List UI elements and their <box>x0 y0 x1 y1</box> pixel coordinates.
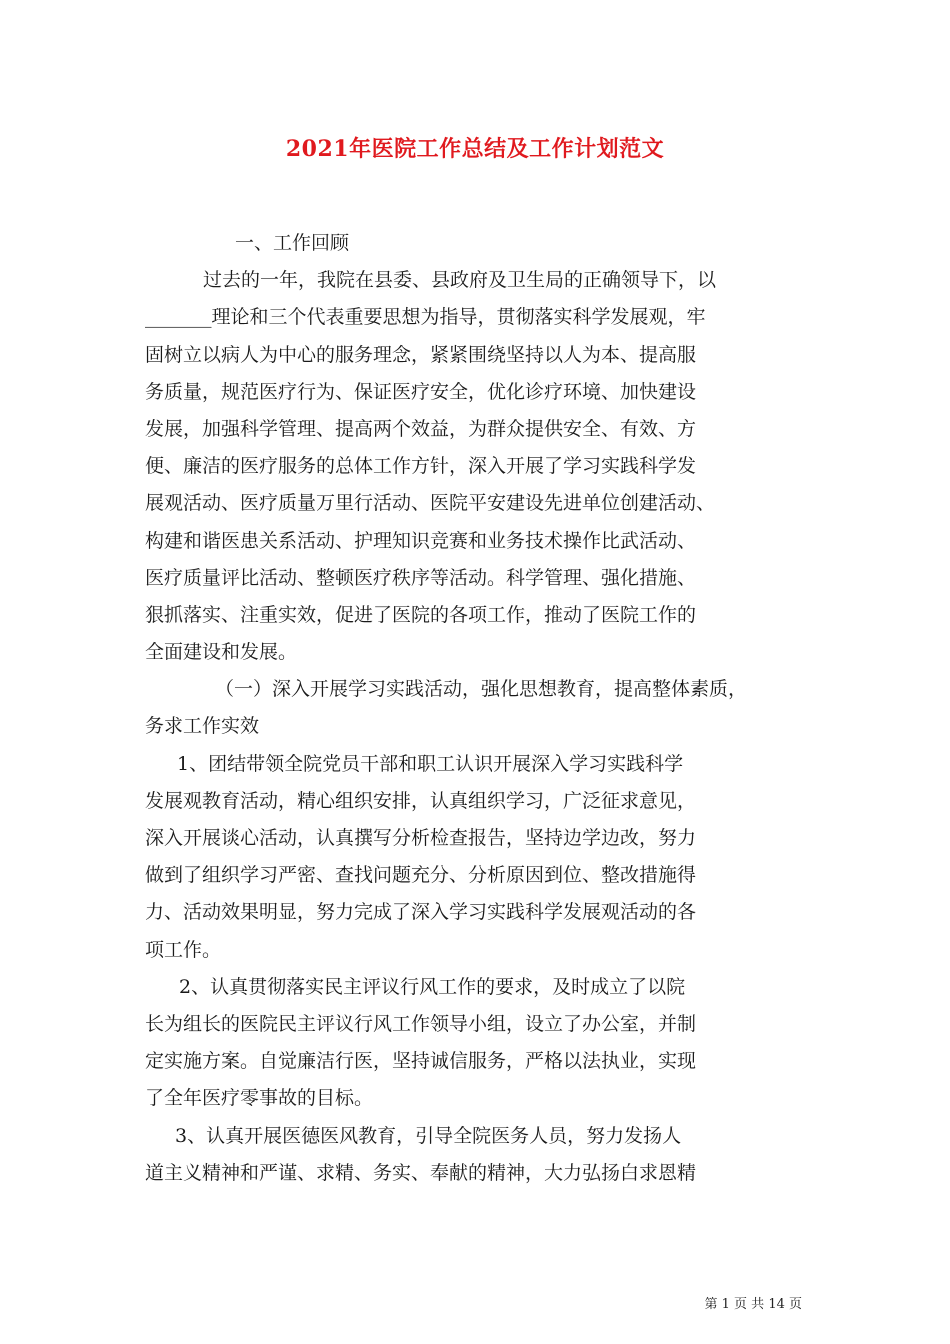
paragraph-line: 过去的一年，我院在县委、县政府及卫生局的正确领导下，以 <box>203 269 717 292</box>
paragraph-line: 务质量，规范医疗行为、保证医疗安全，优化诊疗环境、加快建设 <box>145 380 697 403</box>
paragraph-line: 项工作。 <box>145 938 222 961</box>
paragraph-line: 深入开展谈心活动，认真撰写分析检查报告，坚持边学边改，努力 <box>145 827 697 849</box>
paragraph-line: 了全年医疗零事故的目标。 <box>145 1087 374 1110</box>
document-body <box>145 225 835 1192</box>
page-number: 第 1 页 共 14 页 <box>704 1297 802 1312</box>
paragraph-line: 医疗质量评比活动、整顿医疗秩序等活动。科学管理、强化措施、 <box>145 566 697 589</box>
paragraph-line: 固树立以病人为中心的服务理念，紧紧围绕坚持以人为本、提高服 <box>145 343 697 366</box>
paragraph-line: 狠抓落实、注重实效，促进了医院的各项工作，推动了医院工作的 <box>145 603 697 626</box>
paragraph-line: 构建和谐医患关系活动、护理知识竞赛和业务技术操作比武活动、 <box>145 529 697 552</box>
paragraph-line: _______理论和三个代表重要思想为指导，贯彻落实科学发展观，牢 <box>145 306 706 329</box>
paragraph-line: 2、认真贯彻落实民主评议行风工作的要求，及时成立了以院 <box>179 975 686 998</box>
paragraph-line: 1、团结带领全院党员干部和职工认识开展深入学习实践科学 <box>177 752 684 775</box>
paragraph-line: 道主义精神和严谨、求精、务实、奉献的精神，大力弘扬白求恩精 <box>145 1161 697 1184</box>
paragraph-line: 做到了组织学习严密、查找问题充分、分析原因到位、整改措施得 <box>145 864 697 887</box>
paragraph-line: 发展观教育活动，精心组织安排，认真组织学习，广泛征求意见， <box>145 789 697 812</box>
document-title: 2021年医院工作总结及工作计划范文 <box>285 136 665 162</box>
paragraph-line: 全面建设和发展。 <box>145 641 298 664</box>
paragraph-line: 长为组长的医院民主评议行风工作领导小组，设立了办公室，并制 <box>145 1012 697 1035</box>
subsection-heading: 务求工作实效 <box>145 715 260 738</box>
paragraph-line: 定实施方案。自觉廉洁行医，坚持诚信服务，严格以法执业，实现 <box>145 1050 697 1073</box>
paragraph-line: 力、活动效果明显，努力完成了深入学习实践科学发展观活动的各 <box>145 901 697 924</box>
subsection-heading: （一）深入开展学习实践活动，强化思想教育，提高整体素质， <box>215 678 748 701</box>
paragraph-line: 发展，加强科学管理、提高两个效益，为群众提供安全、有效、方 <box>145 417 697 440</box>
paragraph-line: 展观活动、医疗质量万里行活动、医院平安建设先进单位创建活动、 <box>145 492 716 515</box>
paragraph-line: 3、认真开展医德医风教育，引导全院医务人员，努力发扬人 <box>175 1124 682 1147</box>
paragraph-line: 便、廉洁的医疗服务的总体工作方针，深入开展了学习实践科学发 <box>145 455 697 478</box>
section-heading: 一、工作回顾 <box>235 232 350 254</box>
